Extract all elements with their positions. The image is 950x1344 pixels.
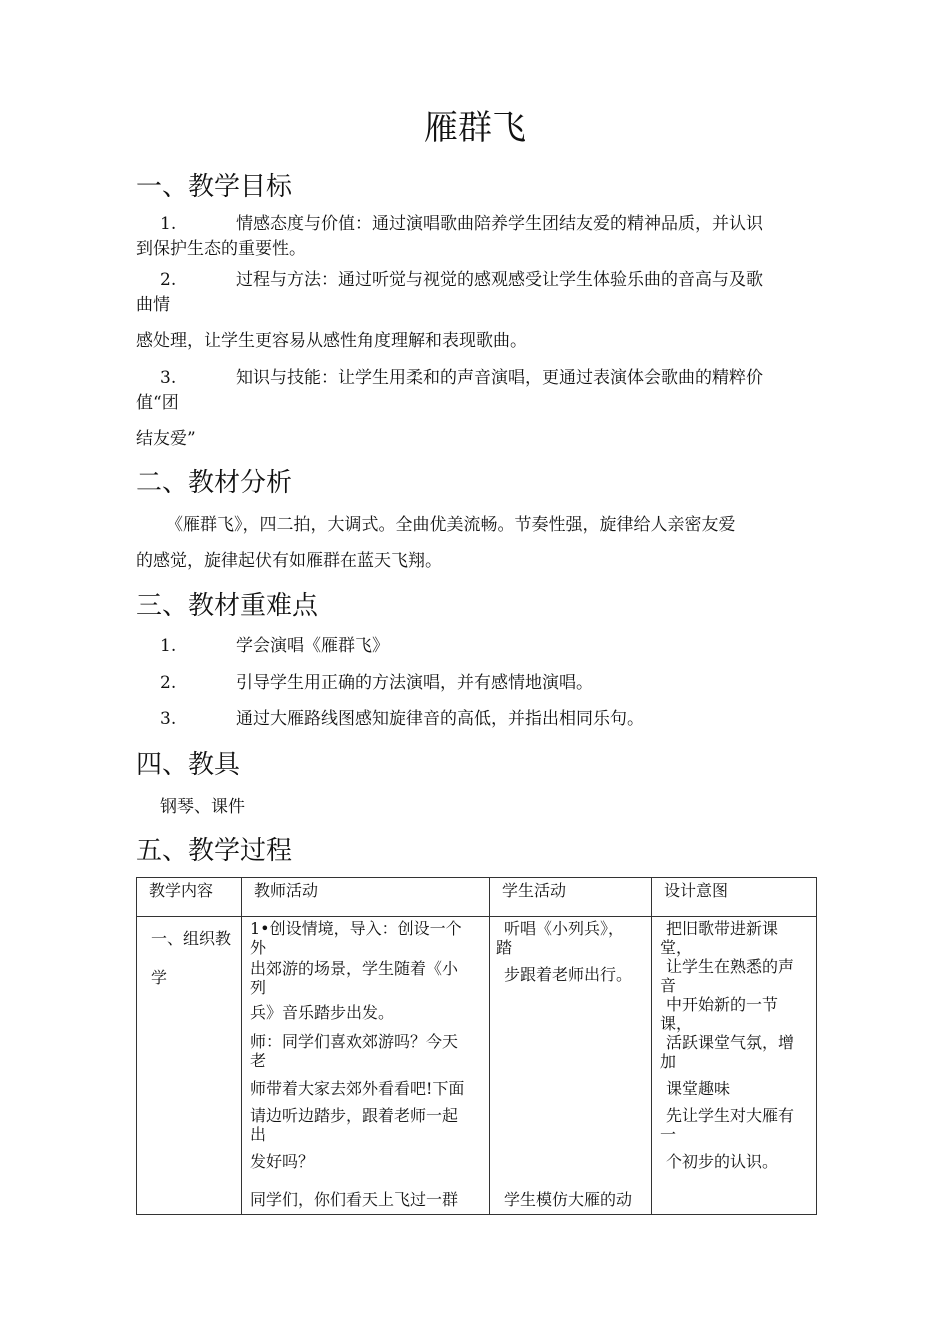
objective-2: 2. 过程与方法：通过听觉与视觉的感观感受让学生体验乐曲的音高与及歌 [160,270,763,290]
analysis-line-1: 《雁群飞》，四二拍，大调式。全曲优美流畅。节奏性强，旋律给人亲密友爱 [166,515,736,535]
objective-2-cont2: 感处理，让学生更容易从感性角度理解和表现歌曲。 [136,331,527,351]
table-header-row [137,878,817,917]
key-point-2: 2. 引导学生用正确的方法演唱，并有感情地演唱。 [160,673,593,693]
section-heading-key-points: 三、教材重难点 [136,591,319,621]
header-cell: 教师活动 [242,878,490,917]
document-title: 雁群飞 [424,108,526,148]
analysis-line-2: 的感觉，旋律起伏有如雁群在蓝天飞翔。 [136,551,442,571]
content-cell: 一、组织教 学 [137,917,242,1215]
header-cell: 设计意图 [652,878,817,917]
student-activity-cell: 听唱《小列兵》， 踏 步跟着老师出行。 学生模仿大雁的动 [490,917,652,1215]
objective-2-cont: 曲情 [136,295,170,315]
tools-text: 钢琴、课件 [160,797,245,817]
key-point-3: 3. 通过大雁路线图感知旋律音的高低，并指出相同乐句。 [160,709,644,729]
objective-3-cont: 值“团 [136,393,179,413]
section-heading-objectives: 一、教学目标 [136,172,293,202]
process-table [136,877,817,1215]
table-row [137,917,817,1215]
objective-1-cont: 到保护生态的重要性。 [136,239,306,259]
key-point-1: 1. 学会演唱《雁群飞》 [160,636,389,656]
section-heading-tools: 四、教具 [136,750,241,780]
design-intent-cell: 把旧歌带进新课 堂， 让学生在熟悉的声 音 中开始新的一节 课， 活跃课堂气氛，增 加 课堂趣味 先让学生对大雁有 一 个初步的认识。 [652,917,817,1215]
header-cell: 学生活动 [490,878,652,917]
header-cell: 教学内容 [137,878,242,917]
objective-3: 3. 知识与技能：让学生用柔和的声音演唱，更通过表演体会歌曲的精粹价 [160,368,763,388]
section-heading-analysis: 二、教材分析 [136,468,293,498]
section-heading-process: 五、教学过程 [136,836,293,866]
teacher-activity-cell: 1•创设情境，导入：创设一个 外 出郊游的场景，学生随着《小 列 兵》音乐踏步出发。 师：同学们喜欢郊游吗？今天 老 师带着大家去郊外看看吧!下面 请边听边踏步，跟着老师一起 出 发好吗？ 同学们，你们看天上飞过一群 [242,917,490,1215]
objective-3-cont2: 结友爱” [136,429,196,449]
objective-1: 1. 情感态度与价值：通过演唱歌曲陪养学生团结友爱的精神品质，并认识 [160,214,763,234]
